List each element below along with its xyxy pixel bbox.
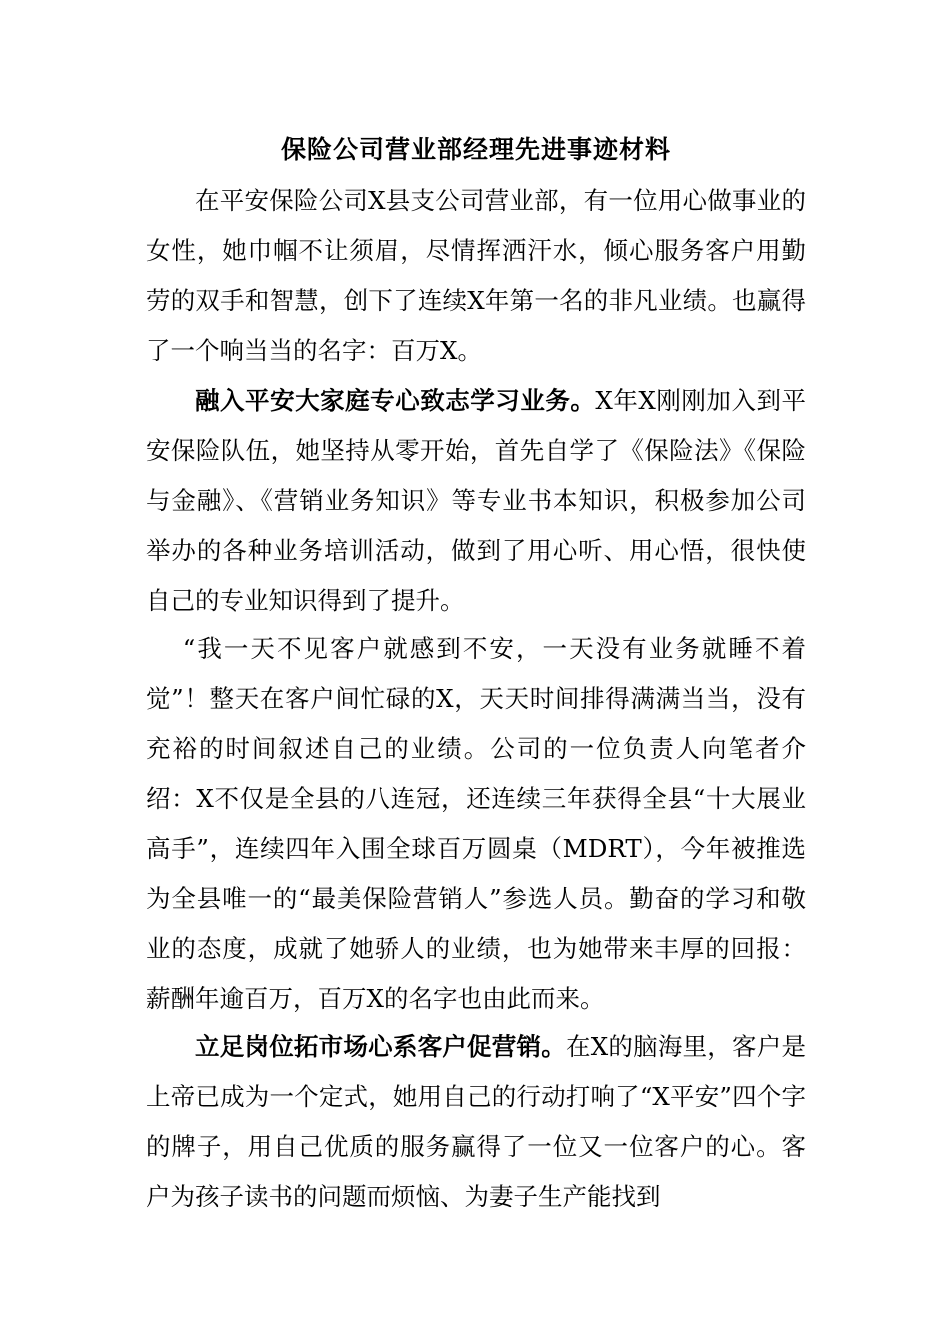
paragraph-lead: 融入平安大家庭专心致志学习业务。 xyxy=(195,386,596,415)
paragraph-intro xyxy=(146,176,806,376)
paragraph-text: “我一天不见客户就感到不安，一天没有业务就睡不着觉”！整天在客户间忙碌的X，天天时间排得满满当当，没有充裕的时间叙述自己的业绩。公司的一位负责人向笔者介绍：X不仅是全县的八连冠，还连续三年获得全县“十大展业高手”，连续四年入围全球百万圆桌（MDRT），今年被推选为全县唯一的“最美保险营销人”参选人员。勤奋的学习和敬业的态度，成就了她骄人的业绩，也为她带来丰厚的回报：薪酬年逾百万，百万X的名字也由此而来。 xyxy=(146,634,806,1013)
paragraph-text: 在平安保险公司X县支公司营业部，有一位用心做事业的女性，她巾帼不让须眉，尽情挥洒汗水，倾心服务客户用勤劳的双手和智慧，创下了连续X年第一名的非凡业绩。也赢得了一个响当当的名字：百万X。 xyxy=(146,186,806,365)
paragraph-text: X年X刚刚加入到平安保险队伍，她坚持从零开始，首先自学了《保险法》《保险与金融》、《营销业务知识》等专业书本知识，积极参加公司举办的各种业务培训活动，做到了用心听、用心悟，很快使自己的专业知识得到了提升。 xyxy=(146,386,806,615)
paragraph-lead: 立足岗位拓市场心系客户促营销。 xyxy=(195,1032,566,1061)
paragraph-learning xyxy=(146,376,806,626)
paragraph-quote xyxy=(146,624,806,1024)
document-title: 保险公司营业部经理先进事迹材料 xyxy=(280,135,671,164)
paragraph-market xyxy=(146,1022,806,1222)
paragraph-text: 在X的脑海里，客户是上帝已成为一个定式，她用自己的行动打响了“X平安”四个字的牌子，用自己优质的服务赢得了一位又一位客户的心。客户为孩子读书的问题而烦恼、为妻子生产能找到 xyxy=(146,1032,806,1211)
